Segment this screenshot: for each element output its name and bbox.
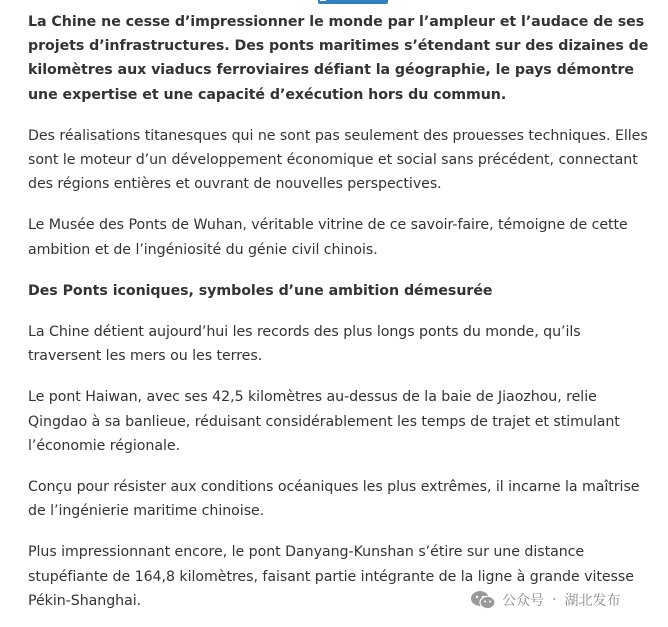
watermark-separator: · xyxy=(552,592,557,608)
watermark-label: 公众号 xyxy=(502,593,544,609)
paragraph-ocean: Conçu pour résister aux conditions océaniques les plus extrêmes, il incarne la maîtrise de l’ingénierie maritime chinoise. xyxy=(28,479,640,520)
paragraph-haiwan: Le pont Haiwan, avec ses 42,5 kilomètres au-dessus de la baie de Jiaozhou, relie Qingdao à sa banlieue, réduisant considérablement les temps de trajet et stimulant l’économie régionale. xyxy=(28,389,620,454)
paragraph-records: La Chine détient aujourd’hui les records des plus longs ponts du monde, qu’ils traversent les mers ou les terres. xyxy=(28,324,581,365)
article-body xyxy=(28,10,650,627)
section-heading: Des Ponts iconiques, symboles d’une ambition démesurée xyxy=(28,282,493,299)
top-share-tab[interactable] xyxy=(318,0,388,4)
wechat-watermark xyxy=(466,588,624,612)
intro-paragraph: La Chine ne cesse d’impressionner le monde par l’ampleur et l’audace de ses projets d’infrastructures. Des ponts maritimes s’étendant sur des dizaines de kilomètres aux viaducs ferroviaires défiant la géographie, le pays démontre une expertise et une capacité d’exécution hors du commun. xyxy=(28,14,649,103)
paragraph-museum: Le Musée des Ponts de Wuhan, véritable vitrine de ce savoir-faire, témoigne de cette ambition et de l’ingéniosité du génie civil chinois. xyxy=(28,217,628,258)
watermark-account: 湖北发布 xyxy=(564,593,621,609)
wechat-icon xyxy=(470,590,496,610)
paragraph-achievements: Des réalisations titanesques qui ne sont pas seulement des prouesses techniques. Elles sont le moteur d’un développement économique et social sans précédent, connectant des régions entières et ouvrant de nouvelles perspectives. xyxy=(28,127,648,193)
paragraph-danyang: Plus impressionnant encore, le pont Danyang-Kunshan s’étire sur une distance stupéfiante de 164,8 kilomètres, faisant partie intégrante de la ligne à grande vitesse Pékin-Shanghai. xyxy=(28,544,634,609)
